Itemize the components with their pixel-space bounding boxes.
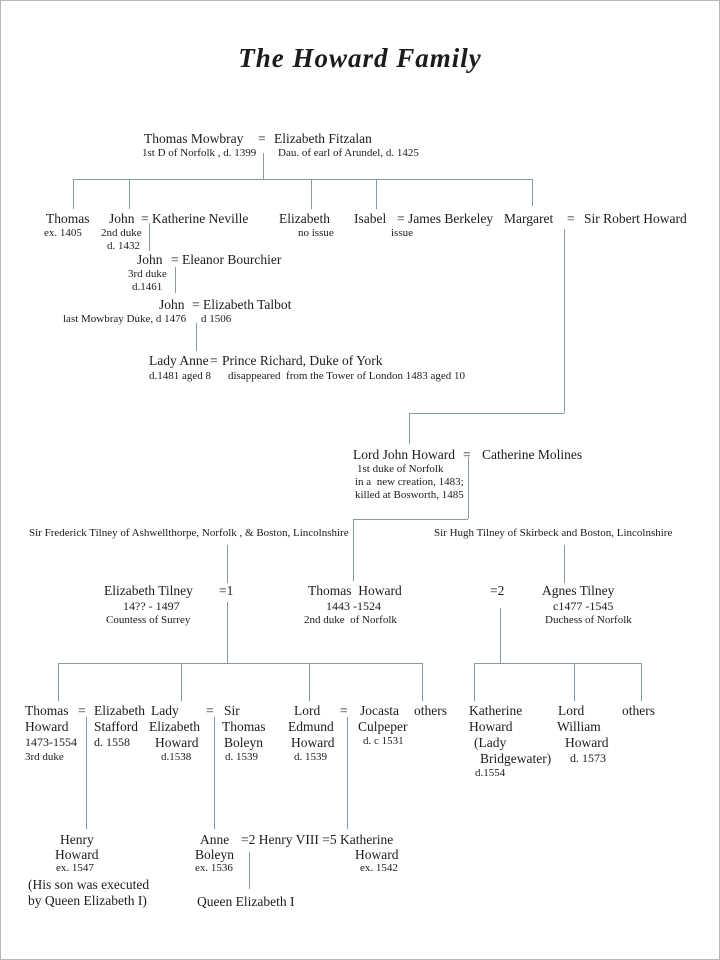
- person-thomas-howard-3duke: Thomas: [25, 703, 69, 718]
- person-catherine-molines: Catherine Molines: [482, 447, 583, 462]
- title-elizabeth-tilney: Countess of Surrey: [106, 614, 191, 626]
- connector-drop-thomas: [73, 179, 74, 209]
- note-lordjohn-1: 1st duke of Norfolk: [357, 463, 444, 475]
- person-queen-elizabeth-i: Queen Elizabeth I: [197, 894, 295, 909]
- connector-gen2-sibling-bar: [73, 179, 532, 180]
- person-john4: John: [159, 297, 185, 312]
- connector-to-lord-john: [409, 413, 410, 444]
- person-robert-howard: Sir Robert Howard: [584, 211, 687, 226]
- dates-jocasta-culpeper: d. c 1531: [363, 735, 404, 747]
- note-john3-duke: 3rd duke: [128, 268, 167, 280]
- marriage-sign-gen1: =: [258, 131, 266, 146]
- marriage-sign-b: =: [206, 703, 214, 718]
- page-title: The Howard Family: [238, 43, 482, 73]
- label-others-right: others: [622, 703, 655, 718]
- person-thomas-howard-2duke: Thomas Howard: [308, 583, 402, 598]
- person-john2: John: [109, 211, 135, 226]
- person-isabel: Isabel: [354, 211, 387, 226]
- connector-to-thomas2duke: [353, 519, 354, 581]
- marriage-sign-lordjohn: =: [463, 447, 471, 462]
- dates-elizabeth-stafford: d. 1558: [94, 735, 130, 749]
- connector-john4-down: [196, 323, 197, 351]
- dates-thomas-howard-2duke: 1443 -1524: [326, 599, 381, 613]
- connector-drop-william: [574, 663, 575, 701]
- note-frederick-tilney: Sir Frederick Tilney of Ashwellthorpe, Norfolk , & Boston, Lincolnshire: [29, 527, 349, 539]
- person-thomas-boleyn-l2: Thomas: [222, 719, 266, 734]
- person-agnes-tilney: Agnes Tilney: [542, 583, 615, 598]
- dates-thomas-boleyn: d. 1539: [225, 751, 258, 763]
- person-thomas-howard-3duke-l2: Howard: [25, 719, 69, 734]
- connector-boleyn-down: [214, 717, 215, 829]
- person-lord-john-howard: Lord John Howard: [353, 447, 455, 462]
- dates-lady-elizabeth-howard: d.1538: [161, 751, 192, 763]
- spouse-elizabeth-talbot: = Elizabeth Talbot: [192, 297, 292, 312]
- connector-drop-john2: [129, 179, 130, 209]
- dates-katherine-howard: ex. 1542: [360, 862, 398, 874]
- dates-edmund-howard: d. 1539: [294, 751, 327, 763]
- person-margaret: Margaret: [504, 211, 554, 226]
- connector-gen1-down: [263, 153, 264, 179]
- connector-lordjohn-down: [468, 457, 469, 519]
- marriage-sign-2: =2: [490, 583, 505, 598]
- dates-thomas-howard-3duke: 1473-1554: [25, 735, 77, 749]
- person-lady-elizabeth-howard-l2: Elizabeth: [149, 719, 200, 734]
- connector-drop-others1: [422, 663, 423, 701]
- dates-katherine-bridgewater: d.1554: [475, 767, 506, 779]
- person-jocasta-culpeper-l2: Culpeper: [358, 719, 408, 734]
- note-henry-howard-2: by Queen Elizabeth I): [28, 893, 147, 908]
- note-thomas-mowbray: 1st D of Norfolk , d. 1399: [142, 147, 257, 159]
- person-katherine-bridgewater: Katherine: [469, 703, 523, 718]
- connector-drop-edmund: [309, 663, 310, 701]
- note-john2-death: d. 1432: [107, 240, 140, 252]
- connector-drop-elizabeth: [311, 179, 312, 209]
- connector-margaret-elbow: [409, 413, 564, 414]
- marriage-sign-c: =: [340, 703, 348, 718]
- marriage-sign-1: =1: [219, 583, 234, 598]
- connector-drop-others2: [641, 663, 642, 701]
- connector-henry8-down: [249, 852, 250, 889]
- person-elizabeth-stafford-l2: Stafford: [94, 719, 138, 734]
- person-prince-richard: Prince Richard, Duke of York: [222, 353, 383, 368]
- connector-frederick-down: [227, 545, 228, 583]
- note-lordjohn-2: in a new creation, 1483;: [355, 476, 464, 488]
- marriage-sign-anne: =: [210, 353, 218, 368]
- person-elizabeth2: Elizabeth: [279, 211, 330, 226]
- person-edmund-howard: Lord: [294, 703, 321, 718]
- person-edmund-howard-l3: Howard: [291, 735, 335, 750]
- person-elizabeth-fitzalan: Elizabeth Fitzalan: [274, 131, 372, 146]
- connector-john2-down: [149, 223, 150, 251]
- note-prince-richard: disappeared from the Tower of London 1483 aged 10: [228, 370, 465, 382]
- spouse-katherine-neville: = Katherine Neville: [141, 211, 249, 226]
- connector-marriage2-down: [500, 608, 501, 663]
- person-henry-howard-l2: Howard: [55, 847, 99, 862]
- dates-agnes-tilney: c1477 -1545: [553, 599, 614, 613]
- dates-henry-howard: ex. 1547: [56, 862, 94, 874]
- dates-william-howard: d. 1573: [570, 751, 606, 765]
- connector-gen7-left-sibling-bar: [58, 663, 422, 664]
- person-thomas-boleyn-l3: Boleyn: [224, 735, 263, 750]
- person-henry-viii: =2 Henry VIII =5: [241, 832, 337, 847]
- note-isabel: issue: [391, 227, 413, 239]
- person-lady-elizabeth-howard-l3: Howard: [155, 735, 199, 750]
- note-lady-anne: d.1481 aged 8: [149, 370, 212, 382]
- person-william-howard-l3: Howard: [565, 735, 609, 750]
- connector-gen7-right-sibling-bar: [474, 663, 641, 664]
- person-thomas-mowbray: Thomas Mowbray: [144, 131, 244, 146]
- marriage-sign-a: =: [78, 703, 86, 718]
- person-thomas-boleyn: Sir: [224, 703, 240, 718]
- person-thomas: Thomas: [46, 211, 90, 226]
- connector-drop-margaret: [532, 179, 533, 206]
- title-thomas-howard-3duke: 3rd duke: [25, 751, 64, 763]
- dates-anne-boleyn: ex. 1536: [195, 862, 233, 874]
- person-anne-boleyn-l2: Boleyn: [195, 847, 234, 862]
- person-lady-anne: Lady Anne: [149, 353, 209, 368]
- note-henry-howard-1: (His son was executed: [28, 877, 150, 892]
- note-hugh-tilney: Sir Hugh Tilney of Skirbeck and Boston, Lincolnshire: [434, 527, 673, 539]
- person-john3: John: [137, 252, 163, 267]
- spouse-eleanor-bourchier: = Eleanor Bourchier: [171, 252, 282, 267]
- connector-drop-isabel: [376, 179, 377, 209]
- note-elizabeth-talbot: d 1506: [201, 313, 232, 325]
- connector-lordjohn-elbow: [353, 519, 468, 520]
- person-lady-elizabeth-howard: Lady: [151, 703, 179, 718]
- connector-edmund-down: [347, 717, 348, 829]
- note-john2-duke: 2nd duke: [101, 227, 142, 239]
- connector-john3-down: [175, 267, 176, 293]
- connector-drop-katherine-b: [474, 663, 475, 701]
- person-elizabeth-tilney: Elizabeth Tilney: [104, 583, 193, 598]
- person-katherine-howard: Katherine: [340, 832, 394, 847]
- person-katherine-bridgewater-l4: Bridgewater): [480, 751, 552, 766]
- person-henry-howard: Henry: [60, 832, 94, 847]
- connector-marriage1-down: [227, 602, 228, 663]
- marriage-sign-margaret: =: [567, 211, 575, 226]
- connector-drop-thomas3: [58, 663, 59, 701]
- title-agnes-tilney: Duchess of Norfolk: [545, 614, 632, 626]
- note-elizabeth-fitzalan: Dau. of earl of Arundel, d. 1425: [278, 147, 419, 159]
- note-thomas: ex. 1405: [44, 227, 82, 239]
- connector-drop-lady-elizabeth: [181, 663, 182, 701]
- person-edmund-howard-l2: Edmund: [288, 719, 334, 734]
- note-elizabeth2: no issue: [298, 227, 334, 239]
- person-william-howard-l2: William: [557, 719, 601, 734]
- person-katherine-bridgewater-l3: (Lady: [474, 735, 507, 750]
- person-anne-boleyn: Anne: [200, 832, 230, 847]
- person-katherine-bridgewater-l2: Howard: [469, 719, 513, 734]
- spouse-james-berkeley: = James Berkeley: [397, 211, 494, 226]
- person-jocasta-culpeper: Jocasta: [360, 703, 399, 718]
- title-thomas-howard-2duke: 2nd duke of Norfolk: [304, 614, 397, 626]
- dates-elizabeth-tilney: 14?? - 1497: [123, 599, 180, 613]
- connector-margaret-down: [564, 229, 565, 413]
- connector-hugh-down: [564, 545, 565, 583]
- note-lordjohn-3: killed at Bosworth, 1485: [355, 489, 464, 501]
- person-william-howard: Lord: [558, 703, 585, 718]
- note-john3-death: d.1461: [132, 281, 163, 293]
- label-others-left: others: [414, 703, 447, 718]
- person-katherine-howard-l2: Howard: [355, 847, 399, 862]
- connector-thomas3-down: [86, 717, 87, 829]
- person-elizabeth-stafford: Elizabeth: [94, 703, 145, 718]
- note-john4: last Mowbray Duke, d 1476: [63, 313, 187, 325]
